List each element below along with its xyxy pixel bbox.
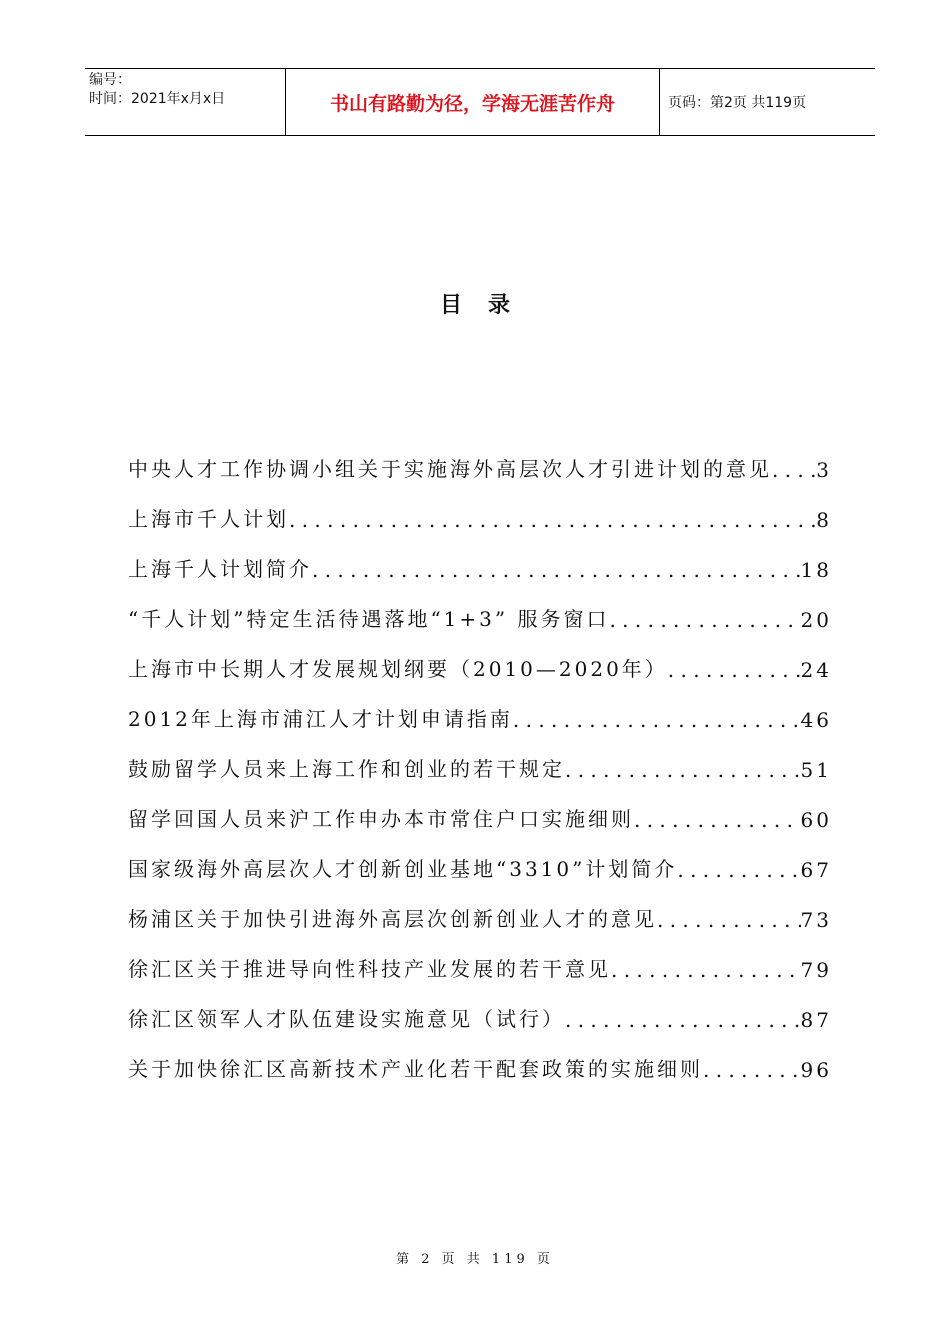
toc-item-page: 73	[800, 908, 832, 932]
toc-item[interactable]	[128, 682, 832, 732]
toc-leader-dots	[513, 708, 801, 732]
header-page-info: 页码：第2页 共119页	[668, 95, 807, 111]
toc-item-page: 24	[800, 658, 832, 682]
toc-item[interactable]	[128, 532, 832, 582]
toc-item[interactable]	[128, 982, 832, 1032]
page-header	[85, 68, 875, 136]
number-label: 编号：	[89, 72, 131, 88]
toc-leader-dots	[634, 808, 801, 832]
toc-item[interactable]	[128, 582, 832, 632]
toc-item[interactable]	[128, 482, 832, 532]
toc-item-text: 鼓励留学人员来上海工作和创业的若干规定	[128, 757, 565, 781]
toc-leader-dots	[657, 908, 801, 932]
toc-item-text: 国家级海外高层次人才创新创业基地“3310”计划简介	[128, 857, 678, 881]
toc-item-page: 18	[800, 558, 832, 582]
toc-item-page: 3	[816, 458, 832, 482]
toc-item[interactable]	[128, 632, 832, 682]
toc-leader-dots	[609, 608, 800, 632]
toc-item-page: 67	[800, 858, 832, 882]
toc-leader-dots	[312, 558, 801, 582]
toc-item-page: 46	[800, 708, 832, 732]
page-footer: 第 2 页 共 119 页	[396, 1252, 554, 1267]
toc-item-page: 79	[800, 958, 832, 982]
toc-item[interactable]	[128, 782, 832, 832]
toc-item[interactable]	[128, 932, 832, 982]
toc-item[interactable]	[128, 732, 832, 782]
toc-item-page: 51	[800, 758, 832, 782]
toc-leader-dots	[611, 958, 801, 982]
toc-leader-dots	[565, 1008, 801, 1032]
toc-leader-dots	[772, 458, 816, 482]
toc-item-text: 2012年上海市浦江人才计划申请指南	[128, 707, 513, 731]
toc-title: 目录	[439, 293, 536, 318]
toc-item[interactable]	[128, 432, 832, 482]
header-meta	[85, 69, 286, 135]
toc-item-page: 87	[800, 1008, 832, 1032]
toc-leader-dots	[565, 758, 801, 782]
toc-item-page: 96	[800, 1058, 832, 1082]
header-motto: 书山有路勤为径，学海无涯苦作舟	[286, 69, 660, 135]
toc-item-text: 杨浦区关于加快引进海外高层次创新创业人才的意见	[128, 907, 657, 931]
toc-leader-dots	[668, 658, 801, 682]
toc-leader-dots	[289, 508, 816, 532]
toc-item[interactable]	[128, 882, 832, 932]
toc-item-page: 8	[816, 508, 832, 532]
toc-item-text: 中央人才工作协调小组关于实施海外高层次人才引进计划的意见	[128, 457, 772, 481]
toc-item-text: 徐汇区关于推进导向性科技产业发展的若干意见	[128, 957, 611, 981]
time-label: 时间：2021年x月x日	[89, 91, 226, 107]
toc-leader-dots	[677, 858, 800, 882]
toc-item-text: 留学回国人员来沪工作申办本市常住户口实施细则	[128, 807, 634, 831]
toc-item-text: “千人计划”特定生活待遇落地“1+3” 服务窗口	[128, 607, 610, 631]
toc-item-text: 关于加快徐汇区高新技术产业化若干配套政策的实施细则	[128, 1057, 703, 1081]
toc-item-text: 上海千人计划简介	[128, 557, 312, 581]
toc-item-page: 60	[800, 808, 832, 832]
toc-item-text: 上海市千人计划	[128, 507, 289, 531]
toc-item-page: 20	[800, 608, 832, 632]
toc-item-text: 徐汇区领军人才队伍建设实施意见（试行）	[128, 1007, 565, 1031]
toc-leader-dots	[703, 1058, 801, 1082]
table-of-contents	[128, 432, 832, 1082]
toc-item[interactable]	[128, 1032, 832, 1082]
toc-item-text: 上海市中长期人才发展规划纲要（2010—2020年）	[128, 657, 668, 681]
toc-item[interactable]	[128, 832, 832, 882]
